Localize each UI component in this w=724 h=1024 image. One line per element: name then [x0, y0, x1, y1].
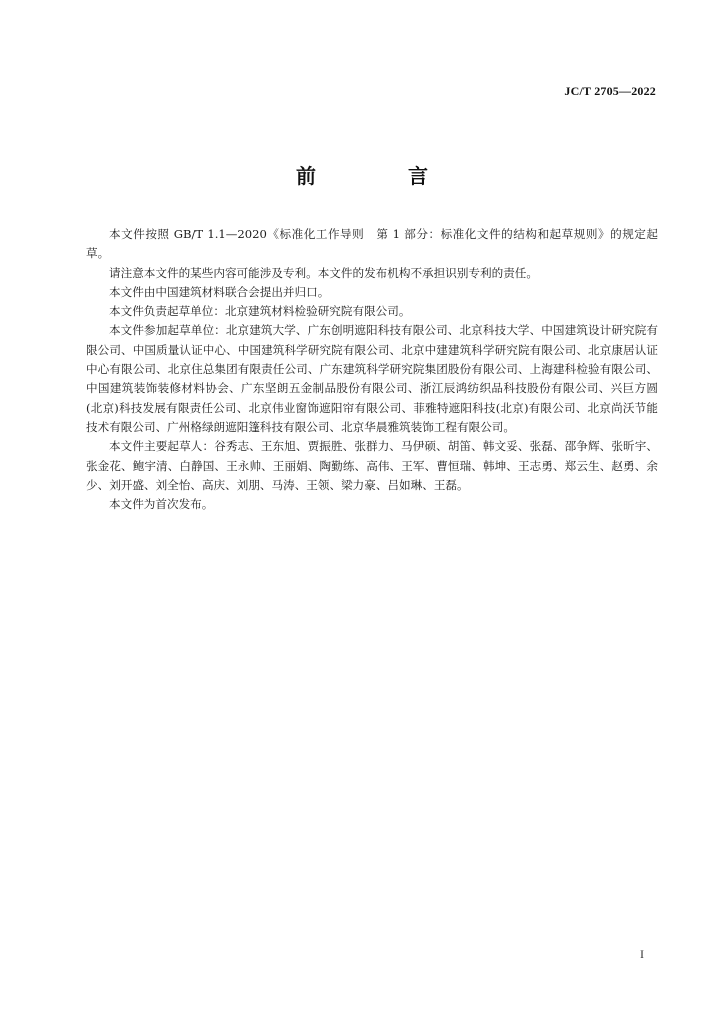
- page-title: 前 言: [296, 164, 464, 188]
- page-number: I: [640, 947, 644, 961]
- foreword-body: [86, 225, 658, 514]
- paragraph-drafting-rules: 本文件按照 GB/T 1.1—2020《标准化工作导则 第 1 部分：标准化文件的结构和起草规则》的规定起草。: [86, 227, 658, 261]
- paragraph-patent-notice: 请注意本文件的某些内容可能涉及专利。本文件的发布机构不承担识别专利的责任。: [109, 265, 538, 280]
- standard-code: JC/T 2705—2022: [564, 84, 656, 98]
- paragraph-participating-units: 本文件参加起草单位：北京建筑大学、广东创明遮阳科技有限公司、北京科技大学、中国建筑设计研究院有限公司、中国质量认证中心、中国建筑科学研究院有限公司、北京中建建筑科学研究院有限公司、北京康居认证中心有限公司、北京住总集团有限责任公司、广东建筑科学研究院集团股份有限公司、上海建科检验有限公司、中国建筑装饰装修材料协会、广东坚朗五金制品股份有限公司、浙江辰鸿纺织品科技股份有限公司、兴巨方圆(北京)科技发展有限责任公司、北京伟业窗饰遮阳帘有限公司、菲雅特遮阳科技(北京)有限公司、北京尚沃节能技术有限公司、广州格绿朗遮阳篷科技有限公司、北京华晨雅筑装饰工程有限公司。: [86, 323, 658, 434]
- paragraph-first-release: 本文件为首次发布。: [109, 497, 214, 512]
- paragraph-main-drafters: 本文件主要起草人：谷秀志、王东旭、贾振胜、张群力、马伊硕、胡笛、韩文妥、张磊、邵争辉、张昕宇、张金花、鲍宇清、白静国、王永帅、王丽娟、陶勤练、高伟、王军、曹恒瑞、韩坤、王志勇、郑云生、赵勇、余少、刘开盛、刘全怡、高庆、刘朋、马涛、王领、梁力豪、吕如琳、王磊。: [86, 439, 658, 492]
- paragraph-lead-drafter: 本文件负责起草单位：北京建筑材料检验研究院有限公司。: [109, 304, 411, 319]
- paragraph-proposer: 本文件由中国建筑材料联合会提出并归口。: [109, 284, 330, 299]
